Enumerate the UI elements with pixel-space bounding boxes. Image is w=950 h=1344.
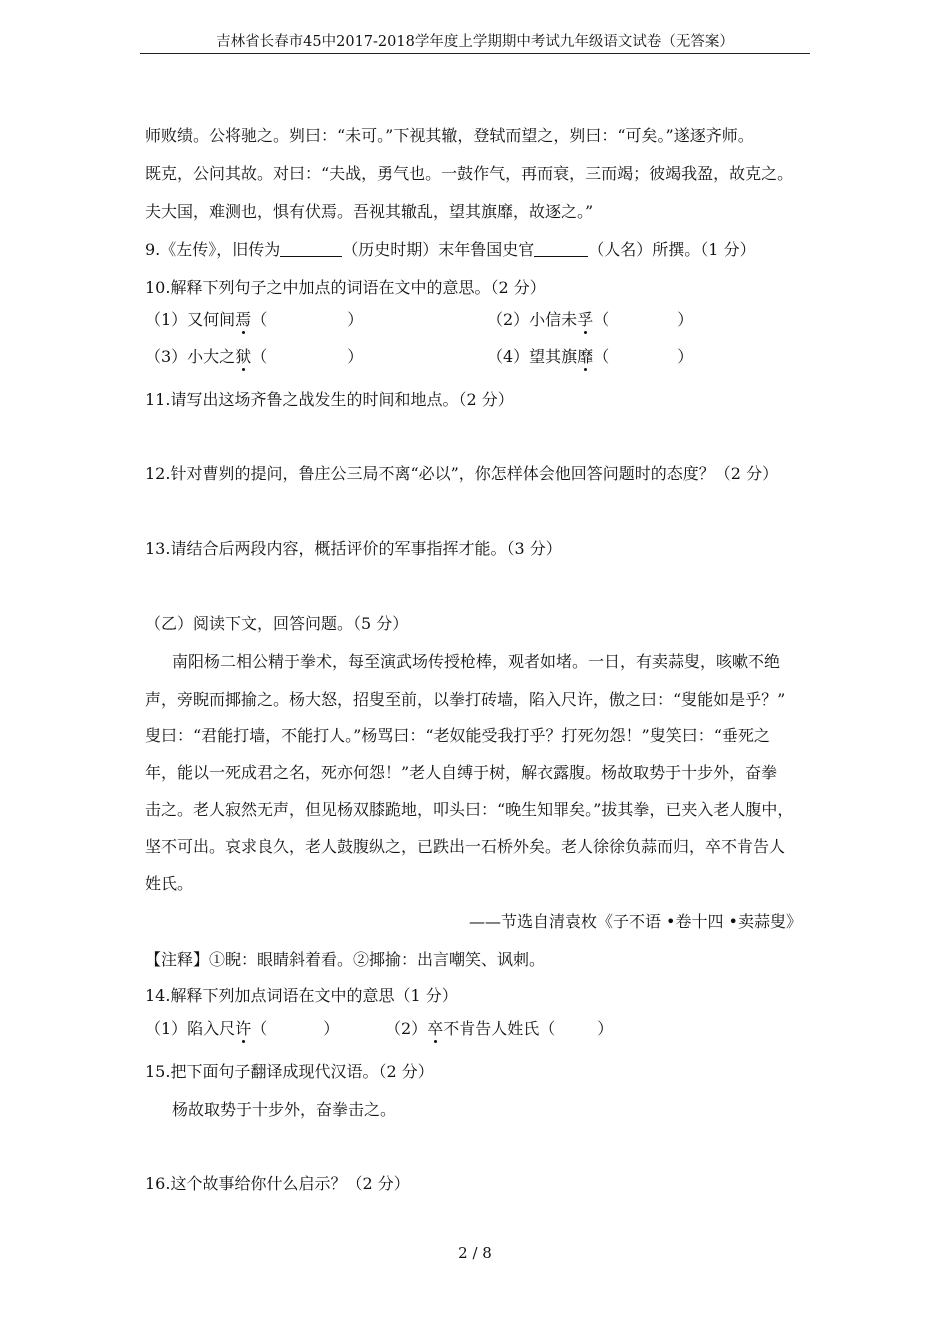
header-rule: [140, 53, 810, 54]
q14-item-close: ）: [597, 1019, 614, 1038]
question-15-title: 15.把下面句子翻译成现代汉语。（2 分）: [145, 1062, 434, 1081]
passage-b-line: 击之。老人寂然无声，但见杨双膝跪地，叩头曰：“晚生知罪矣。”拔其拳，已夹入老人腹中，: [145, 800, 794, 819]
q10-item-paren: （: [251, 347, 268, 366]
passage-a-line: 既克，公问其故。对曰：“夫战，勇气也。一鼓作气，再而衰，三而竭；彼竭我盈，故克之。: [145, 164, 794, 183]
dotted-char: 狱: [235, 347, 252, 366]
question-14-title: 14.解释下列加点词语在文中的意思（1 分）: [145, 986, 458, 1005]
question-11: 11.请写出这场齐鲁之战发生的时间和地点。（2 分）: [145, 390, 514, 409]
question-16: 16.这个故事给你什么启示？（2 分）: [145, 1174, 410, 1193]
annotation-note: 【注释】①睨：眼睛斜着看。②揶揄：出言嘲笑、讽刺。: [145, 950, 546, 969]
page-number: 2 / 8: [458, 1244, 492, 1262]
q14-item-close: ）: [323, 1019, 340, 1038]
passage-a-line: 夫大国，难测也，惧有伏焉。吾视其辙乱，望其旗靡，故逐之。”: [145, 202, 594, 221]
passage-b-line: 声，旁睨而揶揄之。杨大怒，招叟至前，以拳打砖墙，陷入尺许，傲之曰：“叟能如是乎？”: [145, 690, 786, 709]
q14-item-text: （2）: [385, 1019, 428, 1038]
q14-item-text: （1）陷入尺: [145, 1019, 236, 1038]
passage-b-line: 年，能以一死成君之名，死亦何怨！”老人自缚于树，解衣露腹。杨故取势于十步外，奋拳: [145, 763, 778, 782]
section-b-title: （乙）阅读下文，回答问题。（5 分）: [145, 614, 409, 633]
q10-item-text: （3）小大之: [145, 347, 236, 366]
q10-item-text: （4）望其旗: [487, 347, 578, 366]
q10-item-close: ）: [677, 347, 694, 366]
q9-part2: （历史时期）末年鲁国史官: [342, 240, 535, 259]
q10-item-text: （2）小信未: [487, 310, 578, 329]
passage-b-line: 姓氏。: [145, 874, 194, 893]
q10-item-paren: （: [251, 310, 268, 329]
q9-blank-name[interactable]: [534, 242, 588, 257]
q14-item-paren: 不肯告人姓氏（: [443, 1019, 556, 1038]
dotted-char: 孚: [577, 310, 594, 329]
question-10-title: 10.解释下列句子之中加点的词语在文中的意思。（2 分）: [145, 278, 546, 297]
passage-b-line: 南阳杨二相公精于拳术，每至演武场传授枪棒，观者如堵。一日，有卖蒜叟，咳嗽不绝: [172, 652, 781, 671]
q10-item-4: [487, 344, 693, 367]
dotted-char: 卒: [427, 1019, 444, 1038]
q10-item-close: ）: [677, 310, 694, 329]
q9-part1: 9.《左传》，旧传为: [145, 240, 281, 259]
passage-b-line: 叟曰：“君能打墙，不能打人。”杨骂曰：“老奴能受我打乎？打死勿怨！”叟笑曰：“垂死之: [145, 726, 770, 745]
dotted-char: 靡: [577, 347, 594, 366]
q10-item-paren: （: [593, 310, 610, 329]
q14-item-paren: （: [251, 1019, 268, 1038]
q10-item-2: [487, 307, 693, 330]
q9-blank-period[interactable]: [280, 242, 342, 257]
q10-item-1: [145, 307, 363, 330]
passage-b-line: 坚不可出。哀求良久，老人鼓腹纵之，已跌出一石桥外矣。老人徐徐负蒜而归，卒不肯告人: [145, 837, 786, 856]
dotted-char: 许: [235, 1019, 252, 1038]
question-15-sentence: 杨故取势于十步外，奋拳击之。: [172, 1100, 397, 1119]
q14-item-1: [145, 1016, 339, 1039]
dotted-char: 焉: [235, 310, 252, 329]
question-12: 12.针对曹刿的提问，鲁庄公三局不离“必以”，你怎样体会他回答问题时的态度？（2 分）: [145, 464, 779, 483]
q10-item-paren: （: [593, 347, 610, 366]
question-9: [145, 237, 756, 260]
source-citation: ——节选自清袁枚《子不语 •卷十四 •卖蒜叟》: [468, 912, 802, 931]
question-13: 13.请结合后两段内容，概括评价的军事指挥才能。（3 分）: [145, 539, 562, 558]
page-header: 吉林省长春市45中2017-2018学年度上学期期中考试九年级语文试卷（无答案）: [216, 34, 734, 50]
passage-a-line: 师败绩。公将驰之。刿曰：“未可。”下视其辙，登轼而望之，刿曰：“可矣。”遂逐齐师。: [145, 126, 754, 145]
q14-item-2: [385, 1016, 613, 1039]
q10-item-close: ）: [347, 347, 364, 366]
q9-part3: （人名）所撰。（1 分）: [588, 240, 756, 259]
q10-item-3: [145, 344, 363, 367]
q10-item-close: ）: [347, 310, 364, 329]
q10-item-text: （1）又何间: [145, 310, 236, 329]
